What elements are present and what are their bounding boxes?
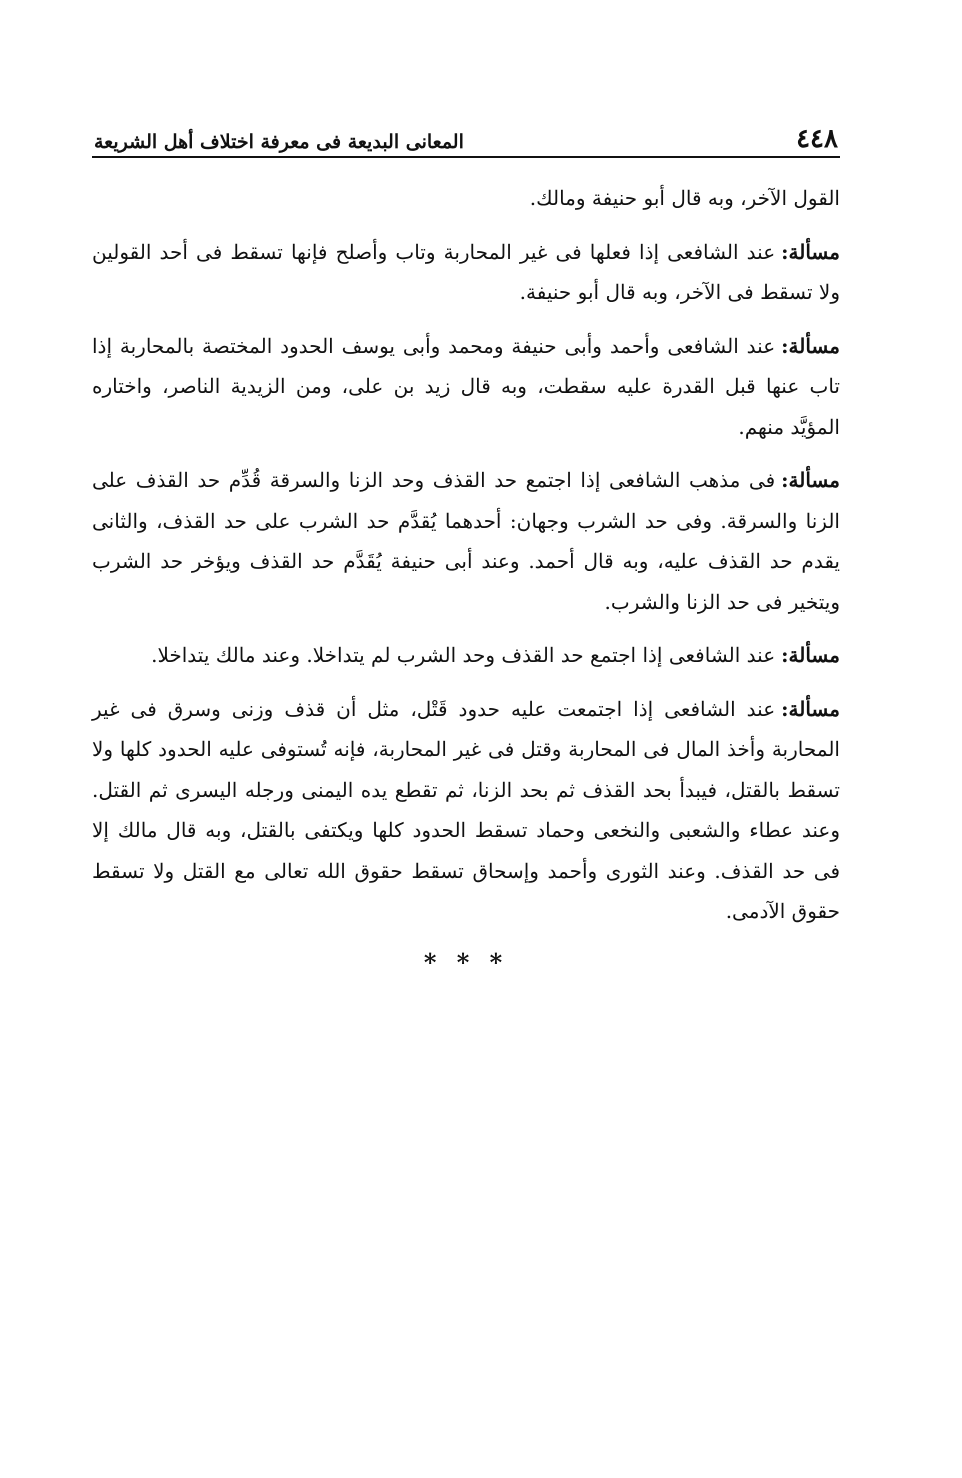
book-page: [92, 112, 840, 977]
paragraph-text: عند الشافعى إذا اجتمعت عليه حدود قَتْل، مثل أن قذف وزنى وسرق فى غير المحاربة وأخذ المال فى المحاربة وقتل فى غير المحاربة، فإنه تُستوفى عليه الحدود كلها ولا تسقط بالقتل، فيبدأ بحد القذف ثم بحد الزنا، ثم تقطع يده اليمنى ورجله اليسرى ثم القتل. وعند عطاء والشعبى والنخعى وحماد تسقط الحدود كلها ويكتفى بالقتل، وبه قال مالك إلا فى حد القذف. وعند الثورى وأحمد وإسحاق تسقط حقوق الله تعالى مع القتل ولا تسقط حقوق الآدمى.: [92, 696, 840, 923]
paragraph: [92, 232, 840, 313]
issue-term: مسألة:: [781, 643, 840, 667]
page-content: [92, 178, 840, 932]
issue-term: مسألة:: [781, 333, 840, 358]
paragraph: [92, 689, 840, 932]
paragraph-text: عند الشافعى إذا فعلها فى غير المحاربة وتاب وأصلح فإنها تسقط فى أحد القولين ولا تسقط فى الآخر، وبه قال أبو حنيفة.: [92, 239, 840, 304]
paragraph-text: القول الآخر، وبه قال أبو حنيفة ومالك.: [529, 186, 840, 210]
paragraph: [92, 326, 840, 448]
paragraph: [92, 635, 840, 676]
paragraph: [92, 460, 840, 622]
paragraph-text: عند الشافعى وأحمد وأبى حنيفة ومحمد وأبى يوسف الحدود المختصة بالمحاربة إذا تاب عنها قبل القدرة عليه سقطت، وبه قال زيد بن على، ومن الزيدية الناصر، واختاره المؤيَّد منهم.: [92, 333, 840, 439]
running-title: المعانى البديعة فى معرفة اختلاف أهل الشريعة: [94, 131, 464, 153]
page-number: ٤٤٨: [796, 124, 838, 154]
page-header: [92, 112, 840, 158]
section-separator: * * *: [423, 947, 509, 977]
issue-term: مسألة:: [781, 468, 840, 492]
issue-term: مسألة:: [781, 696, 840, 721]
paragraph: [92, 178, 840, 219]
paragraph-text: فى مذهب الشافعى إذا اجتمع حد القذف وحد الزنا والسرقة قُدِّم حد القذف على الزنا والسرقة. وفى حد الشرب وجهان: أحدهما يُقدَّم حد الشرب على حد القذف، والثانى يقدم حد القذف عليه، وبه قال أحمد. وعند أبى حنيفة يُقَدَّم حد القذف ويؤخر حد الشرب ويتخير فى حد الزنا والشرب.: [92, 468, 840, 614]
paragraph-text: عند الشافعى إذا اجتمع حد القذف وحد الشرب لم يتداخلا. وعند مالك يتداخلا.: [151, 643, 776, 667]
issue-term: مسألة:: [781, 239, 840, 264]
